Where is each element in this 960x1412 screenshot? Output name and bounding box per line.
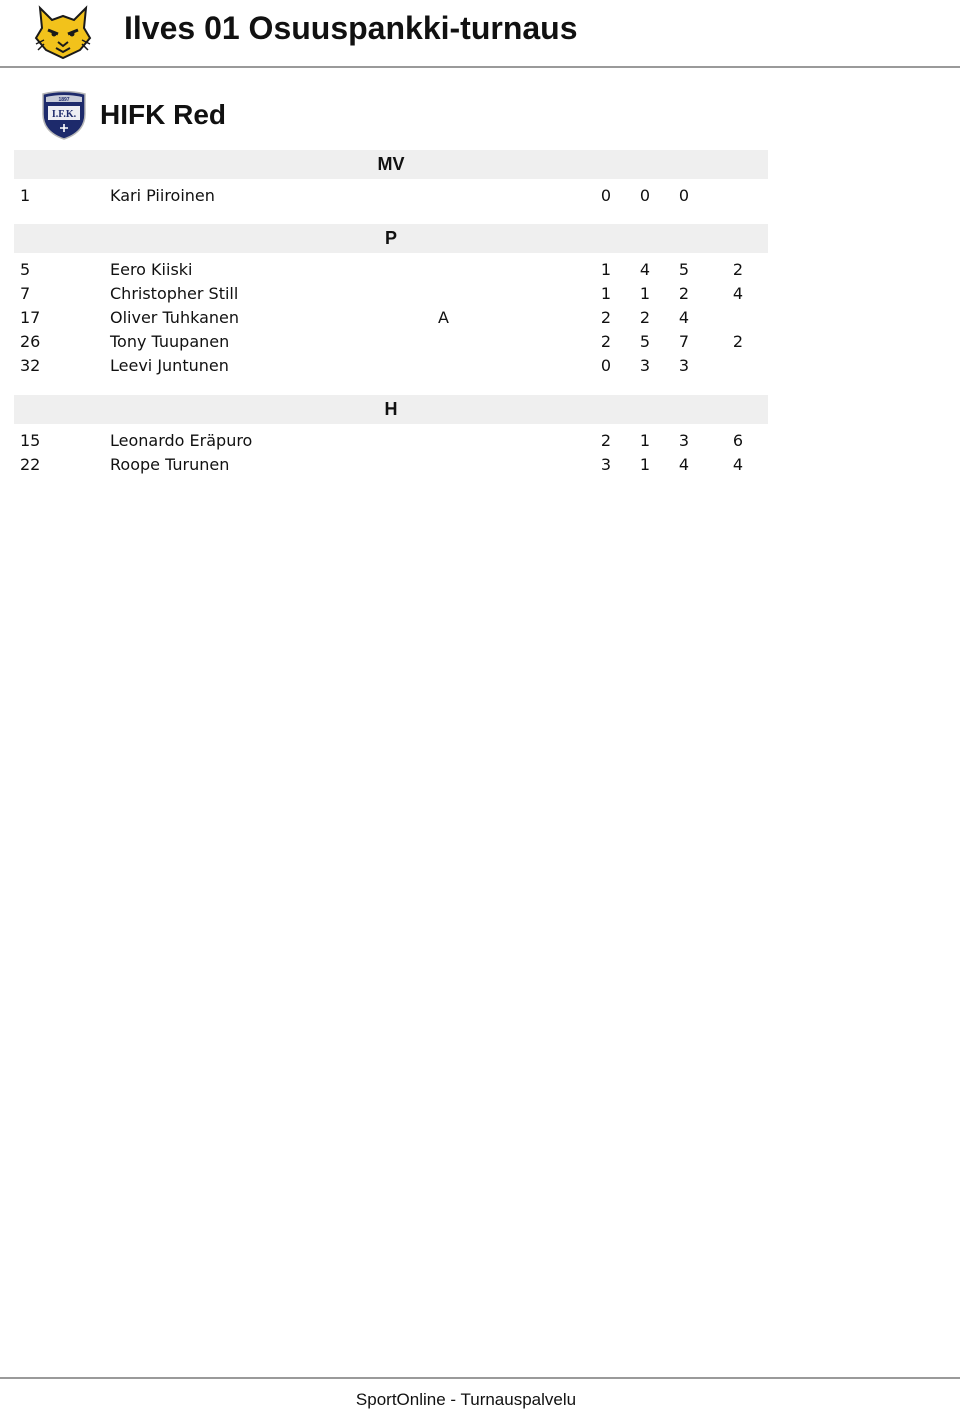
- player-stat-1: 2: [600, 431, 612, 450]
- player-stat-1: 1: [600, 284, 612, 303]
- player-name: Christopher Still: [110, 284, 239, 303]
- player-stat-3: 3: [678, 431, 690, 450]
- player-stat-3: 4: [678, 455, 690, 474]
- player-stat-4: 6: [732, 431, 744, 450]
- player-number: 15: [20, 431, 41, 450]
- player-name: Tony Tuupanen: [110, 332, 230, 351]
- ifk-shield-logo-icon: [40, 90, 88, 140]
- badge-year: 1897: [58, 97, 70, 103]
- page-header: [0, 0, 960, 66]
- player-stat-1: 1: [600, 260, 612, 279]
- section-label: MV: [377, 154, 405, 174]
- player-number: 17: [20, 308, 41, 327]
- player-name: Oliver Tuhkanen: [110, 308, 239, 327]
- section-header-mv: [14, 150, 768, 179]
- player-name: Leevi Juntunen: [110, 356, 229, 375]
- player-number: 5: [20, 260, 31, 279]
- team-name: HIFK Red: [100, 99, 226, 130]
- player-stat-4: 4: [732, 455, 744, 474]
- player-row: [0, 305, 960, 329]
- footer-credit: SportOnline - Turnauspalvelu: [355, 1390, 577, 1409]
- player-stat-4: 2: [732, 332, 744, 351]
- player-stat-2: 3: [639, 356, 651, 375]
- player-number: 1: [20, 186, 31, 205]
- player-stat-2: 4: [639, 260, 651, 279]
- player-stat-4: 4: [732, 284, 744, 303]
- player-stat-1: 3: [600, 455, 612, 474]
- player-stat-2: 2: [639, 308, 651, 327]
- section-label: P: [384, 228, 397, 248]
- player-stat-3: 2: [678, 284, 690, 303]
- player-stat-2: 1: [639, 431, 651, 450]
- player-number: 22: [20, 455, 41, 474]
- player-row: [0, 183, 960, 207]
- player-stat-2: 0: [639, 186, 651, 205]
- player-name: Roope Turunen: [110, 455, 230, 474]
- player-row: [0, 353, 960, 377]
- lynx-head-logo-icon: [34, 4, 92, 60]
- player-stat-1: 0: [600, 356, 612, 375]
- player-stat-3: 0: [678, 186, 690, 205]
- player-stat-1: 0: [600, 186, 612, 205]
- player-stat-2: 1: [639, 455, 651, 474]
- player-number: 7: [20, 284, 31, 303]
- player-stat-3: 5: [678, 260, 690, 279]
- player-stat-3: 4: [678, 308, 690, 327]
- player-name: Leonardo Eräpuro: [110, 431, 253, 450]
- player-stat-2: 1: [639, 284, 651, 303]
- player-stat-1: 2: [600, 308, 612, 327]
- player-stat-1: 2: [600, 332, 612, 351]
- badge-text: I.F.K.: [51, 109, 77, 120]
- section-header-h: [14, 395, 768, 424]
- section-header-p: [14, 224, 768, 253]
- section-label: H: [384, 399, 398, 419]
- player-stat-3: 3: [678, 356, 690, 375]
- footer-divider: [0, 1377, 960, 1379]
- player-row: [0, 281, 960, 305]
- tournament-title: Ilves 01 Osuuspankki-turnaus: [124, 10, 578, 46]
- player-row: [0, 329, 960, 353]
- player-name: Kari Piiroinen: [110, 186, 215, 205]
- player-row: [0, 428, 960, 452]
- player-row: [0, 452, 960, 476]
- player-name: Eero Kiiski: [110, 260, 193, 279]
- player-stat-2: 5: [639, 332, 651, 351]
- header-divider: [0, 66, 960, 68]
- player-stat-3: 7: [678, 332, 690, 351]
- player-row: [0, 257, 960, 281]
- player-number: 32: [20, 356, 41, 375]
- player-role: A: [438, 308, 449, 327]
- player-number: 26: [20, 332, 41, 351]
- player-stat-4: 2: [732, 260, 744, 279]
